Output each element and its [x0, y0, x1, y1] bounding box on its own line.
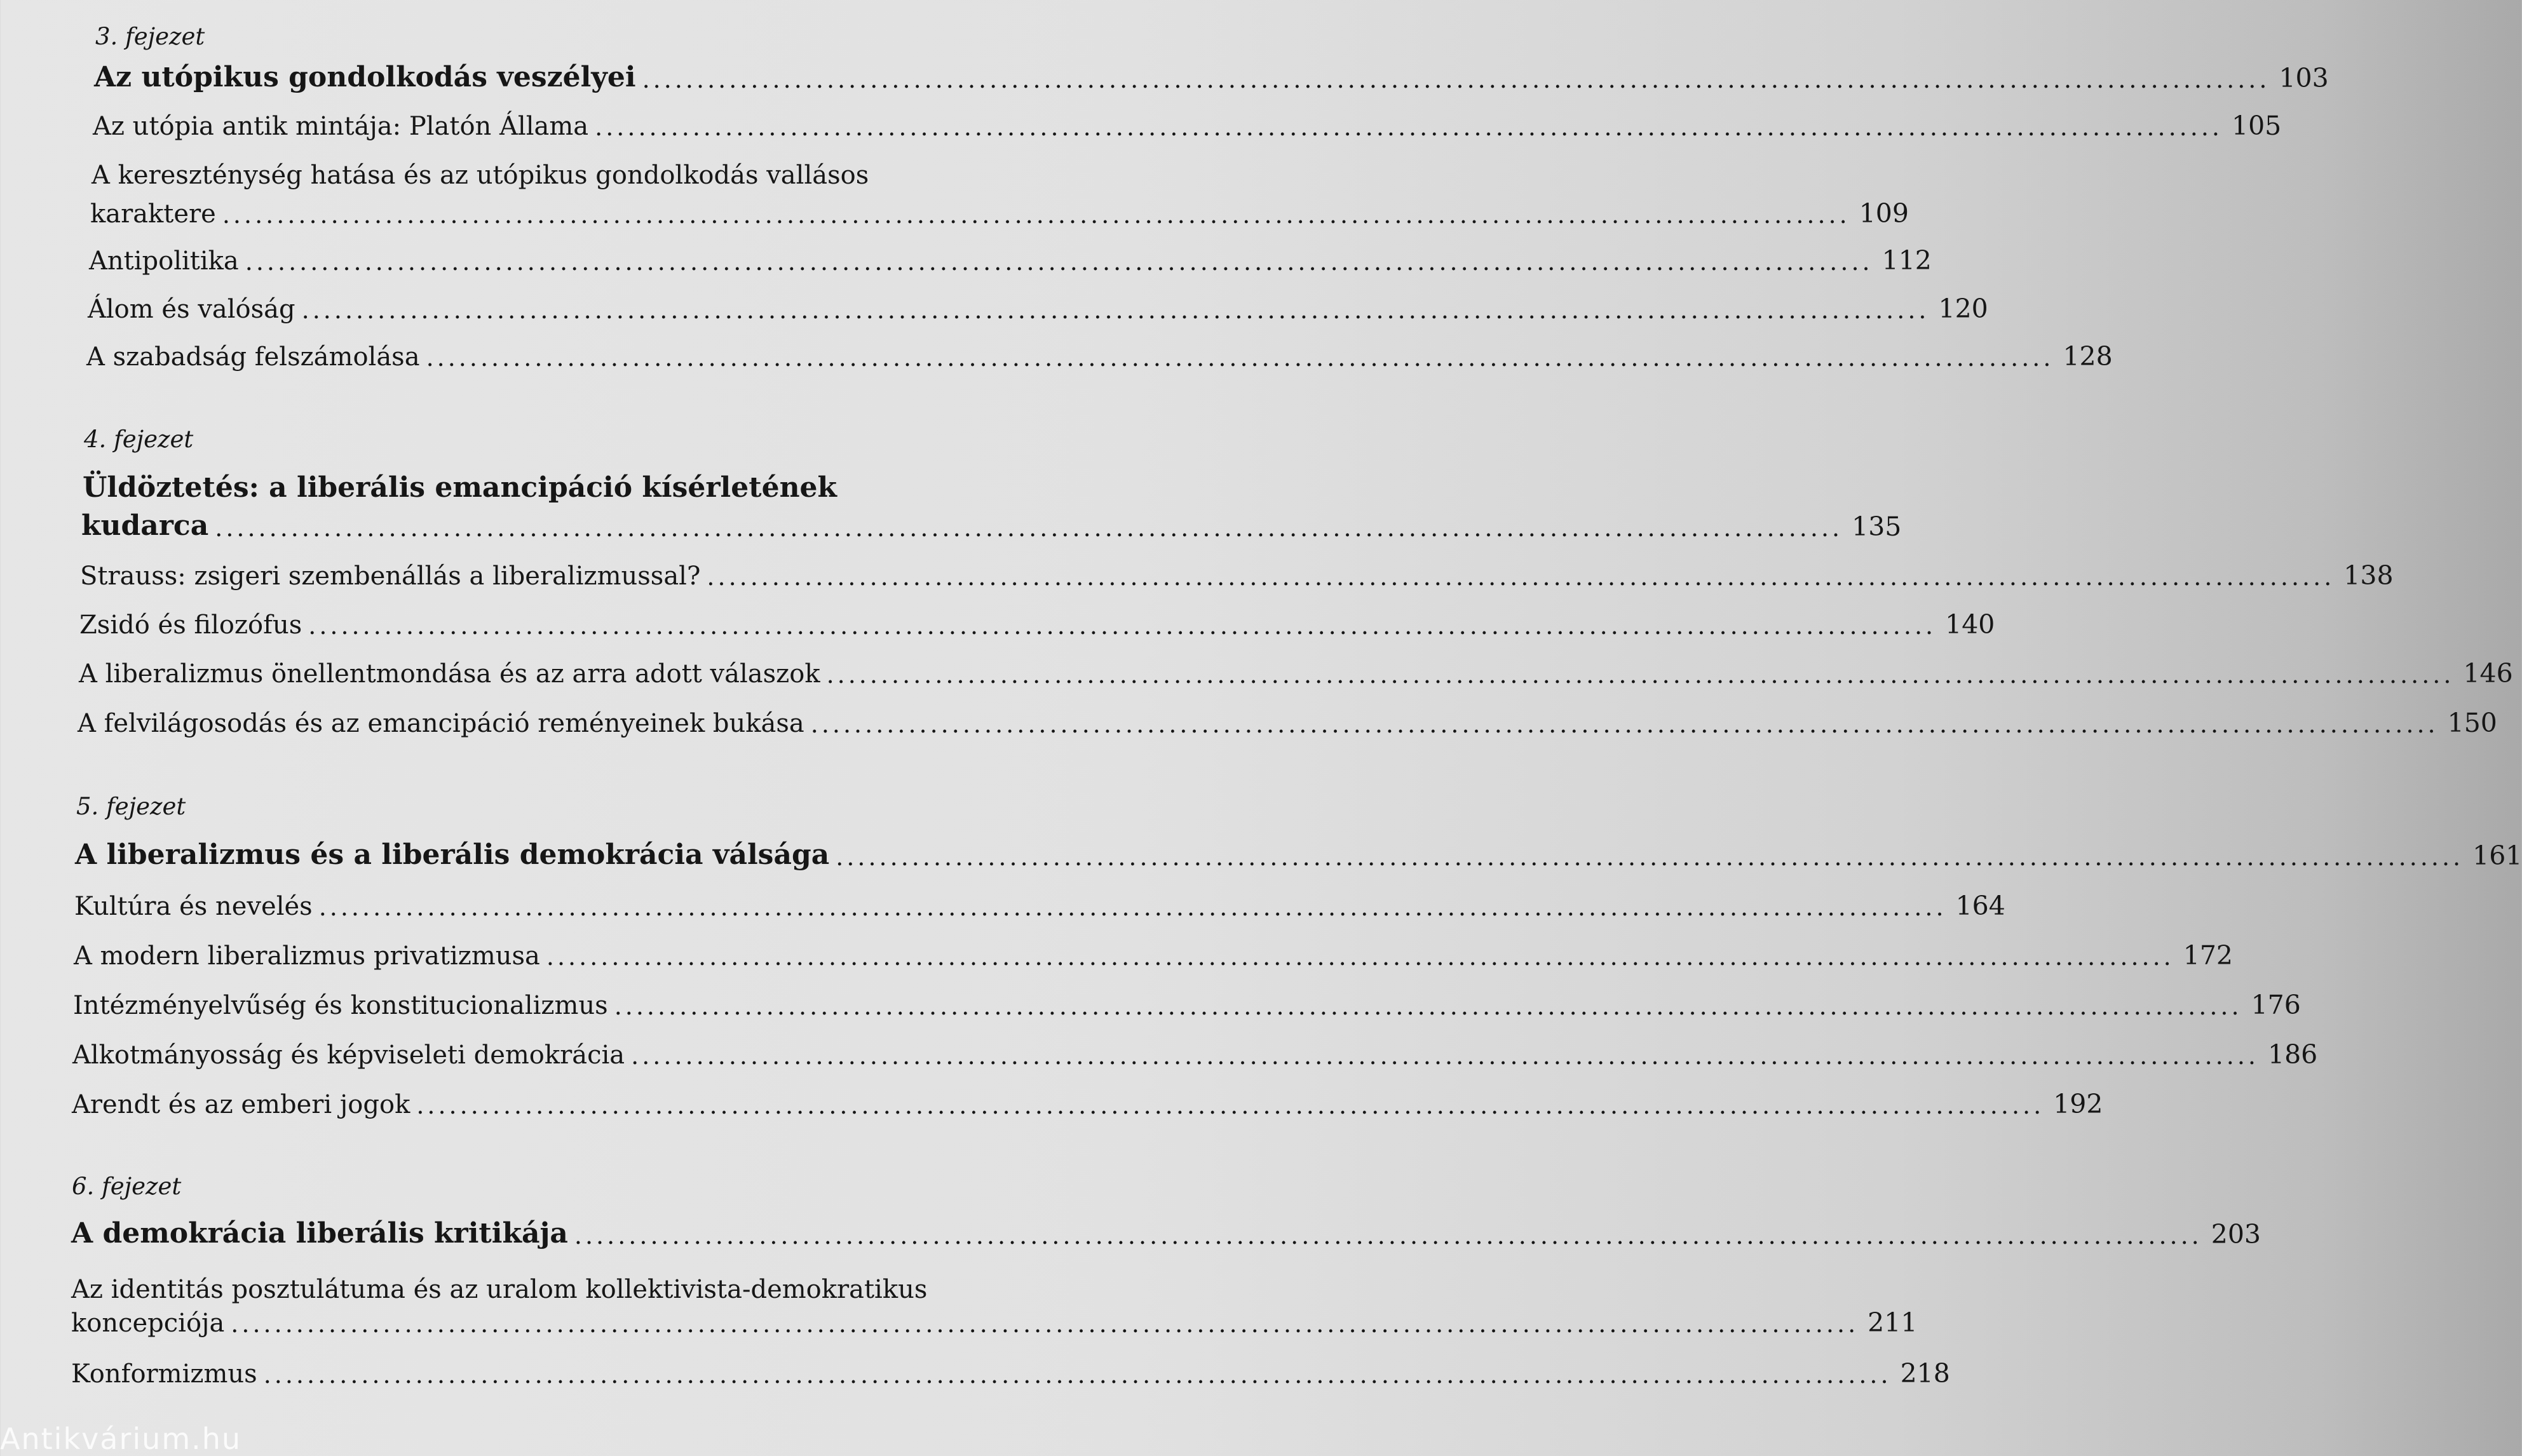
toc-entry[interactable] [93, 111, 2282, 141]
entry-title: Az utópikus gondolkodás veszélyei [94, 61, 636, 93]
page-number: 203 [2211, 1219, 2261, 1250]
page-number: 146 [2463, 658, 2513, 689]
toc-entry[interactable] [72, 1089, 2103, 1119]
entry-title: A szabadság felszámolása [86, 342, 420, 372]
page-number: 161 [2472, 840, 2522, 871]
page-number: 186 [2268, 1039, 2318, 1070]
page-number: 105 [2232, 111, 2282, 141]
page-number: 128 [2063, 341, 2113, 372]
page-number: 120 [1938, 293, 1988, 324]
entry-title: koncepciója [71, 1309, 225, 1338]
dot-leader: ...................................................................................................................................................... [318, 893, 1947, 921]
page-number: 103 [2279, 63, 2329, 93]
toc-entry[interactable] [75, 839, 2522, 871]
toc-entry[interactable] [74, 891, 2005, 921]
dot-leader: ...................................................................................................................................................... [231, 1310, 1859, 1338]
entry-title-line: A kereszténység hatása és az utópikus gondolkodás vallásos [92, 161, 869, 190]
page-number: 172 [2183, 940, 2234, 971]
dot-leader: ...................................................................................................................................................... [595, 113, 2223, 141]
dot-leader: ...................................................................................................................................................... [215, 514, 1843, 542]
dot-leader: ...................................................................................................................................................... [416, 1091, 2045, 1119]
toc-entry[interactable] [90, 198, 1909, 229]
entry-title: A liberalizmus önellentmondása és az arra adott válaszok [79, 659, 820, 689]
toc-entry[interactable] [89, 245, 1932, 276]
chapter-label: 4. fejezet [84, 426, 194, 453]
toc-entry[interactable] [72, 1039, 2318, 1070]
toc-entry[interactable] [71, 1217, 2261, 1250]
toc-entry[interactable] [79, 609, 1995, 640]
dot-leader: ...................................................................................................................................................... [426, 344, 2054, 372]
entry-title: Az utópia antik mintája: Platón Állama [93, 112, 589, 141]
dot-leader: ...................................................................................................................................................... [614, 992, 2242, 1020]
entry-title: Arendt és az emberi jogok [72, 1090, 410, 1119]
dot-leader: ...................................................................................................................................................... [546, 943, 2174, 971]
chapter-label: 5. fejezet [76, 793, 186, 820]
dot-leader: ...................................................................................................................................................... [308, 612, 1937, 640]
toc-entry[interactable] [71, 1307, 1918, 1338]
dot-leader: ...................................................................................................................................................... [642, 65, 2270, 93]
chapter-label: 3. fejezet [95, 23, 205, 50]
dot-leader: ...................................................................................................................................................... [574, 1222, 2202, 1250]
entry-title: Antipolitika [89, 246, 239, 276]
page-number: 150 [2447, 708, 2497, 738]
entry-title: karaktere [90, 199, 216, 229]
page-number: 218 [1900, 1358, 1950, 1389]
toc-entry[interactable] [74, 940, 2234, 971]
toc-entry[interactable] [80, 560, 2394, 591]
dot-leader: ...................................................................................................................................................... [826, 661, 2455, 689]
watermark: Antikvárium.hu [0, 1422, 242, 1456]
dot-leader: ...................................................................................................................................................... [836, 843, 2464, 871]
toc-entry[interactable] [88, 293, 1988, 324]
dot-leader: ...................................................................................................................................................... [810, 710, 2439, 738]
page-number: 140 [1945, 609, 1995, 640]
page-number: 164 [1955, 891, 2005, 921]
entry-title: Alkotmányosság és képviseleti demokrácia [72, 1041, 625, 1070]
entry-title-line: Üldöztetés: a liberális emancipáció kísérletének [83, 471, 837, 504]
dot-leader: ...................................................................................................................................................... [222, 201, 1850, 229]
page-number: 109 [1859, 198, 1909, 229]
entry-title: Intézményelvűség és konstitucionalizmus [73, 991, 608, 1020]
toc-entry[interactable] [86, 341, 2113, 372]
dot-leader: ...................................................................................................................................................... [245, 248, 1873, 276]
entry-title: Strauss: zsigeri szembenállás a liberalizmussal? [80, 562, 701, 591]
entry-title: Zsidó és filozófus [79, 610, 302, 640]
dot-leader: ...................................................................................................................................................... [301, 296, 1930, 324]
entry-title-line: Az identitás posztulátuma és az uralom kollektivista-demokratikus [71, 1275, 928, 1304]
page-number: 112 [1881, 245, 1932, 276]
toc-entry[interactable] [79, 658, 2513, 689]
toc-entry[interactable] [81, 509, 1902, 542]
dot-leader: ...................................................................................................................................................... [707, 563, 2335, 591]
toc-entry[interactable] [73, 990, 2301, 1020]
toc-entry[interactable] [94, 61, 2329, 93]
page-number: 211 [1868, 1307, 1918, 1338]
dot-leader: ...................................................................................................................................................... [631, 1042, 2259, 1070]
toc-entry[interactable] [71, 1358, 1950, 1389]
entry-title: Kultúra és nevelés [74, 892, 313, 921]
entry-title: Álom és valóság [88, 295, 295, 324]
toc-entry[interactable] [78, 708, 2497, 738]
chapter-label: 6. fejezet [72, 1173, 182, 1200]
page-number: 138 [2343, 560, 2394, 591]
page-number: 192 [2053, 1089, 2103, 1119]
entry-title: A felvilágosodás és az emancipáció reményeinek bukása [78, 709, 804, 738]
entry-title: A demokrácia liberális kritikája [71, 1217, 568, 1250]
entry-title: A modern liberalizmus privatizmusa [74, 941, 540, 971]
entry-title: Konformizmus [71, 1359, 257, 1389]
entry-title: A liberalizmus és a liberális demokrácia válsága [75, 839, 830, 871]
dot-leader: ...................................................................................................................................................... [263, 1361, 1892, 1389]
entry-title: kudarca [81, 509, 209, 542]
page-number: 135 [1852, 511, 1902, 542]
page-number: 176 [2251, 990, 2301, 1020]
